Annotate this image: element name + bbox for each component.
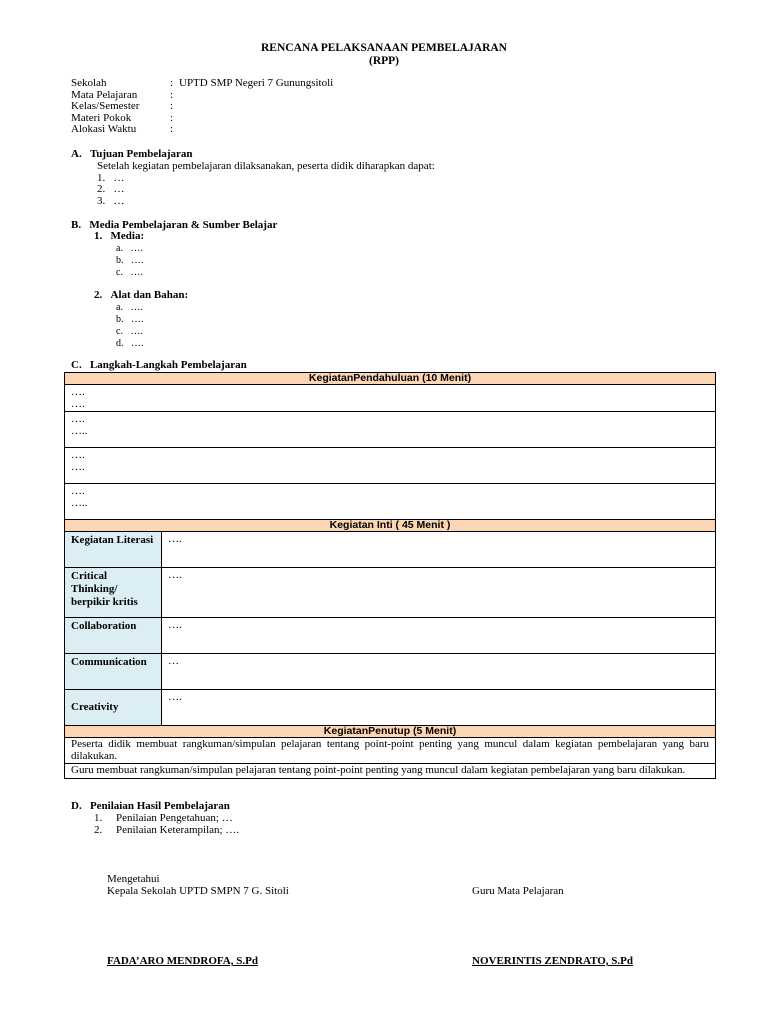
document-subtitle: (RPP) xyxy=(368,55,399,67)
row-text: …. xyxy=(71,413,85,425)
row-text: …. xyxy=(71,461,85,473)
identity-label: Kelas/Semester xyxy=(71,100,140,112)
table-row xyxy=(65,385,716,412)
activity-label: Creativity xyxy=(65,690,162,726)
identity-sep: : xyxy=(170,111,174,124)
identity-block xyxy=(71,78,333,136)
table-row xyxy=(65,448,716,484)
section-d-heading: D. Penilaian Hasil Pembelajaran xyxy=(71,800,230,812)
section-c-heading: C. Langkah-Langkah Pembelajaran xyxy=(71,359,247,371)
section-b-heading: B. Media Pembelajaran & Sumber Belajar xyxy=(71,219,278,231)
right-signer-role: Guru Mata Pelajaran xyxy=(472,885,564,897)
identity-value: UPTD SMP Negeri 7 Gunungsitoli xyxy=(179,77,334,89)
activity-content: …. xyxy=(162,690,716,726)
identity-label: Materi Pokok xyxy=(71,111,132,124)
section-a-heading: A. Tujuan Pembelajaran xyxy=(71,148,193,160)
pendahuluan-header: KegiatanPendahuluan (10 Menit) xyxy=(65,373,716,385)
table-row: Peserta didik membuat rangkuman/simpulan pelajaran tentang point-point penting yang muncul dalam kegiatan pembelajaran yang baru dilakukan. xyxy=(65,738,716,764)
identity-label: Sekolah xyxy=(71,77,107,89)
list-item: b. …. xyxy=(116,314,144,325)
learning-steps-table xyxy=(64,372,716,779)
list-item: c. …. xyxy=(116,267,143,278)
activity-label: Critical Thinking/ berpikir kritis xyxy=(65,568,162,618)
activity-content: … xyxy=(162,654,716,690)
activity-label: Kegiatan Literasi xyxy=(65,532,162,568)
list-item: d. …. xyxy=(116,338,144,349)
table-row xyxy=(65,412,716,448)
identity-row xyxy=(71,124,333,136)
section-a-intro: Setelah kegiatan pembelajaran dilaksanakan, peserta didik diharapkan dapat: xyxy=(97,160,435,172)
row-text: ….. xyxy=(71,425,88,437)
activity-label: Collaboration xyxy=(65,618,162,654)
document-title: RENCANA PELAKSANAAN PEMBELAJARAN xyxy=(261,42,507,54)
left-signer-name: FADA’ARO MENDROFA, S.Pd xyxy=(107,955,258,967)
identity-row xyxy=(71,101,333,113)
list-item: 3. … xyxy=(97,195,125,207)
identity-sep: : xyxy=(170,88,174,101)
identity-sep: : xyxy=(170,123,174,135)
activity-content: …. xyxy=(162,568,716,618)
list-item: 2. … xyxy=(97,183,125,195)
row-text: …. xyxy=(71,485,85,497)
right-signer-name: NOVERINTIS ZENDRATO, S.Pd xyxy=(472,955,633,967)
identity-label: Mata Pelajaran xyxy=(71,88,138,101)
identity-label: Alokasi Waktu xyxy=(71,123,137,135)
identity-sep: : xyxy=(170,100,174,112)
list-item: a. …. xyxy=(116,243,143,254)
media-heading: 1. Media: xyxy=(94,230,145,242)
identity-row xyxy=(71,78,333,90)
alat-heading: 2. Alat dan Bahan: xyxy=(94,289,189,301)
table-row: Guru membuat rangkuman/simpulan pelajaran tentang point-point penting yang muncul dalam kegiatan pembelajaran yang baru dilakukan. xyxy=(65,764,716,779)
activity-content: …. xyxy=(162,532,716,568)
list-item: a. …. xyxy=(116,302,143,313)
row-text: …. xyxy=(71,398,85,410)
row-text: …. xyxy=(71,449,85,461)
list-item: c. …. xyxy=(116,326,143,337)
identity-sep: : xyxy=(170,77,174,89)
row-text: …. xyxy=(71,386,85,398)
mengetahui-label: Mengetahui xyxy=(107,873,160,885)
list-item: 2. Penilaian Keterampilan; …. xyxy=(94,824,240,836)
list-item: b. …. xyxy=(116,255,144,266)
inti-header: Kegiatan Inti ( 45 Menit ) xyxy=(65,520,716,532)
table-row xyxy=(65,484,716,520)
row-text: ….. xyxy=(71,497,88,509)
activity-label: Communication xyxy=(65,654,162,690)
penutup-header: KegiatanPenutup (5 Menit) xyxy=(65,726,716,738)
list-item: 1. … xyxy=(97,172,125,184)
left-signer-role: Kepala Sekolah UPTD SMPN 7 G. Sitoli xyxy=(107,885,289,897)
activity-content: …. xyxy=(162,618,716,654)
list-item: 1. Penilaian Pengetahuan; … xyxy=(94,812,233,824)
